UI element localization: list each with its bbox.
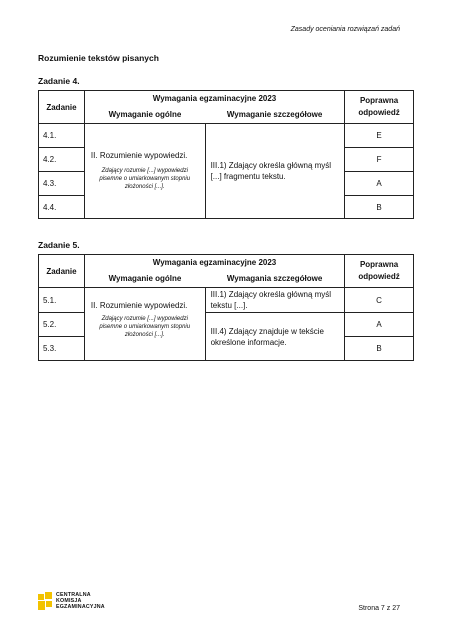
cke-logo-text (56, 592, 105, 611)
header-poprawna: Poprawna odpowiedź (345, 255, 414, 288)
specific-requirement: III.1) Zdający określa główną myśl [...] fragmentu tekstu. (205, 124, 345, 219)
specific-requirement-2: III.4) Zdający znajduje w tekście określone informacje. (205, 313, 345, 361)
logo-line-1: CENTRALNA (56, 592, 91, 598)
cke-logo-icon (38, 592, 52, 610)
specific-requirement-1: III.1) Zdający określa główną myśl tekstu [...]. (205, 288, 345, 313)
section-title: Rozumienie tekstów pisanych (38, 53, 159, 63)
logo-line-3: EGZAMINACYJNA (56, 604, 105, 611)
table-row-answer: B (345, 337, 414, 361)
table-row-answer: C (345, 288, 414, 313)
table-row-answer: A (345, 172, 414, 196)
logo-line-2: KOMISJA (56, 598, 82, 605)
table-row-answer: B (345, 196, 414, 219)
table-row-num: 4.2. (39, 148, 85, 172)
table-row-num: 5.1. (39, 288, 85, 313)
table-row-num: 5.2. (39, 313, 85, 337)
general-main: II. Rozumienie wypowiedzi. (90, 151, 188, 160)
table-row-num: 4.4. (39, 196, 85, 219)
header-note: Zasady oceniania rozwiązań zadań (290, 26, 400, 33)
task4-table (38, 90, 414, 219)
table-row-answer: A (345, 313, 414, 337)
task5-title: Zadanie 5. (38, 240, 80, 250)
header-szczegolowe: Wymaganie szczegółowe (205, 107, 345, 124)
general-sub: Zdający rozumie [...] wypowiedzi pisemne o umiarkowanym stopniu złożoności [...]. (99, 168, 191, 190)
header-wymagania: Wymagania egzaminacyjne 2023 (84, 255, 344, 271)
general-sub: Zdający rozumie [...] wypowiedzi pisemne o umiarkowanym stopniu złożoności [...]. (99, 315, 191, 338)
header-poprawna: Poprawna odpowiedź (345, 91, 414, 124)
general-main: II. Rozumienie wypowiedzi. (84, 288, 205, 313)
header-szczegolowe: Wymagania szczegółowe (205, 271, 345, 288)
header-zadanie: Zadanie (39, 255, 85, 288)
task5-table (38, 254, 414, 361)
table-row-num: 4.1. (39, 124, 85, 148)
header-wymagania: Wymagania egzaminacyjne 2023 (84, 91, 344, 107)
header-ogolne: Wymaganie ogólne (84, 107, 205, 124)
header-ogolne: Wymaganie ogólne (84, 271, 205, 288)
table-row-num: 4.3. (39, 172, 85, 196)
task4-title: Zadanie 4. (38, 76, 80, 86)
table-row-num: 5.3. (39, 337, 85, 361)
table-row-answer: F (345, 148, 414, 172)
general-requirement (84, 124, 205, 219)
page-number: Strona 7 z 27 (358, 605, 400, 612)
general-requirement (84, 313, 205, 361)
cke-logo (38, 592, 105, 611)
header-zadanie: Zadanie (39, 91, 85, 124)
table-row-answer: E (345, 124, 414, 148)
